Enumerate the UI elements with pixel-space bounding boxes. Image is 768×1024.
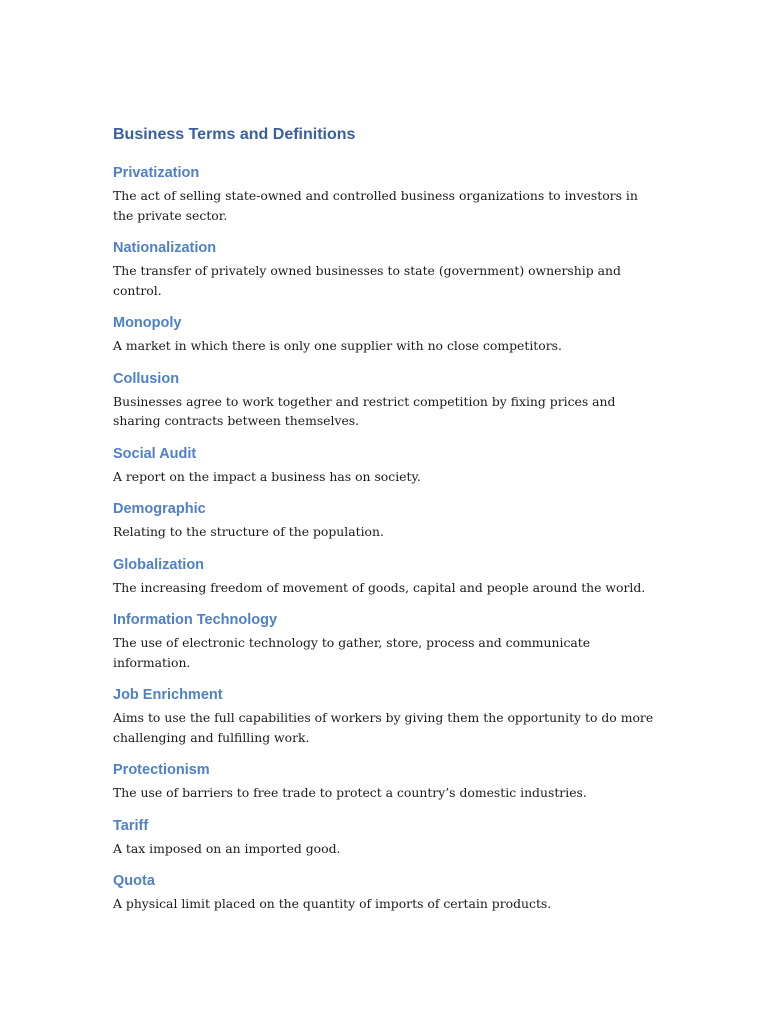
document-page: [113, 124, 658, 914]
term-definition: A physical limit placed on the quantity of imports of certain products.: [113, 896, 552, 911]
term-definition: The act of selling state-owned and controlled business organizations to investors in the private sector.: [113, 188, 638, 223]
term-social-audit: [113, 444, 658, 487]
term-definition: Relating to the structure of the population.: [113, 524, 384, 539]
term-job-enrichment: [113, 685, 658, 747]
term-definition: A market in which there is only one supplier with no close competitors.: [113, 338, 562, 353]
term-heading: Tariff: [113, 817, 149, 834]
term-protectionism: [113, 760, 658, 803]
term-quota: [113, 871, 658, 914]
term-heading: Protectionism: [113, 762, 210, 778]
term-heading: Monopoly: [113, 315, 182, 331]
term-heading: Information Technology: [113, 612, 278, 628]
term-monopoly: [113, 313, 658, 356]
term-nationalization: [113, 238, 658, 300]
term-definition: A report on the impact a business has on society.: [113, 468, 421, 484]
term-heading: Nationalization: [113, 240, 217, 256]
term-heading: Privatization: [113, 165, 200, 181]
term-heading: Quota: [113, 873, 155, 889]
term-demographic: [113, 499, 658, 542]
term-heading: Job Enrichment: [113, 687, 223, 703]
term-definition: A tax imposed on an imported good.: [113, 840, 341, 856]
term-definition: The increasing freedom of movement of goods, capital and people around the world.: [113, 579, 646, 595]
term-globalization: [113, 555, 658, 598]
term-privatization: [113, 163, 658, 225]
term-definition: The transfer of privately owned businesses to state (government) ownership and control.: [113, 263, 621, 298]
document-title: Business Terms and Definitions: [113, 126, 356, 143]
term-heading: Collusion: [113, 370, 180, 387]
term-collusion: [113, 369, 658, 431]
term-heading: Demographic: [113, 501, 206, 517]
term-heading: Globalization: [113, 556, 205, 573]
term-definition: Aims to use the full capabilities of workers by giving them the opportunity to do more challenging and fulfilling work.: [113, 710, 654, 745]
term-tariff: [113, 816, 658, 859]
term-definition: The use of electronic technology to gather, store, process and communicate information.: [113, 635, 591, 670]
term-definition: Businesses agree to work together and restrict competition by fixing prices and sharing contracts between themselves.: [113, 393, 616, 428]
term-definition: The use of barriers to free trade to protect a country’s domestic industries.: [113, 785, 587, 800]
term-information-technology: [113, 610, 658, 672]
term-heading: Social Audit: [113, 445, 197, 462]
